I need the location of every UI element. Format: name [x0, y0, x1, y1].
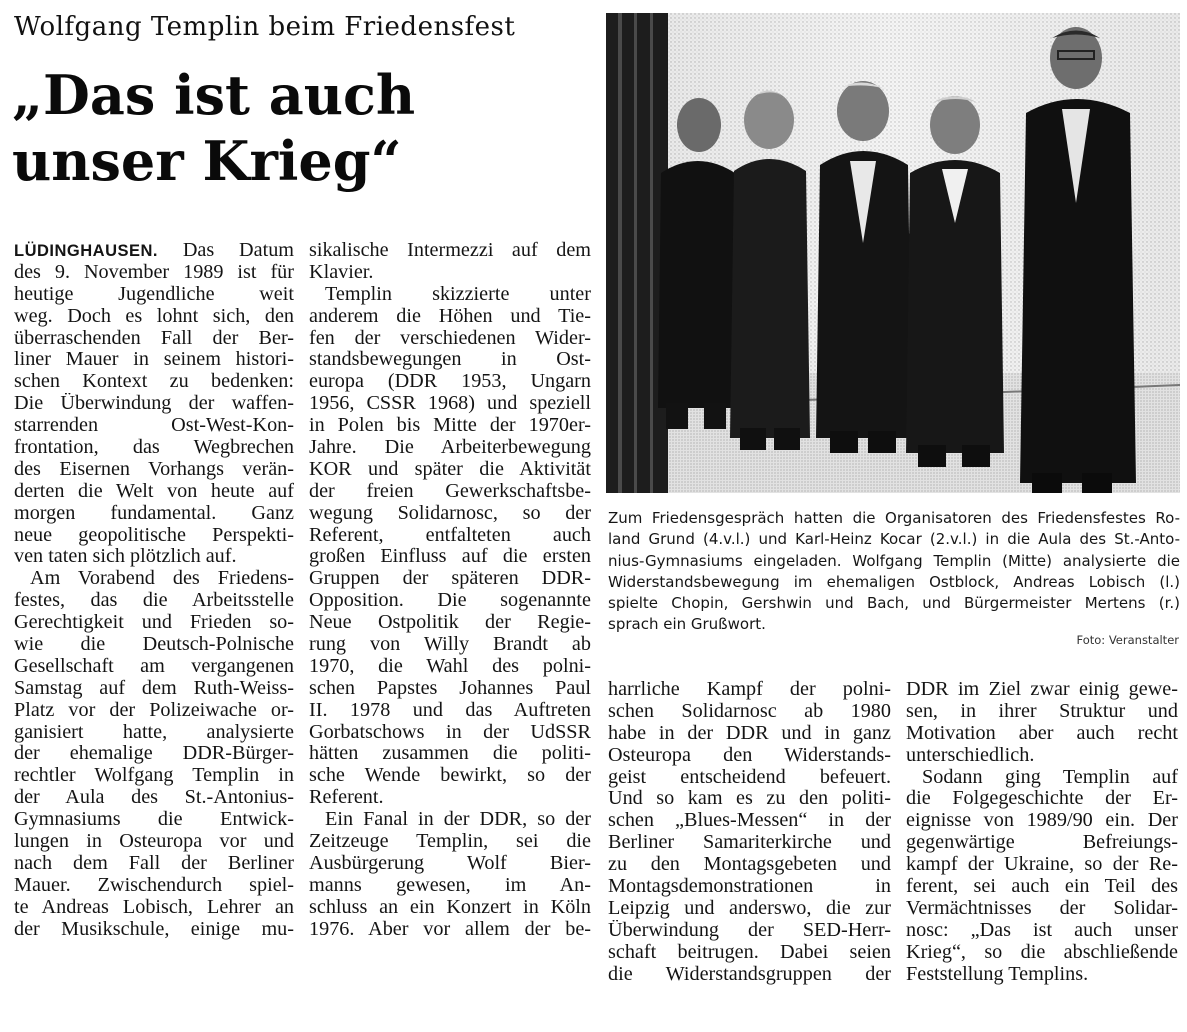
column-line: II. 1978 und das Auftreten — [309, 699, 591, 721]
column-line: starrenden Ost-West-Kon- — [14, 415, 294, 437]
column-line: Jahre. Die Arbeiterbewegung — [309, 437, 591, 459]
column-line: schen Papstes Johannes Paul — [309, 677, 591, 699]
column-line: eignisse von 1989/90 ein. Der — [906, 810, 1178, 832]
column-line: Feststellung Templins. — [906, 963, 1089, 985]
column-line: Referent, entfalteten auch — [309, 524, 591, 546]
column-line: hätten zusammen die politi- — [309, 743, 591, 765]
column-line: te Andreas Lobisch, Lehrer an — [14, 896, 294, 918]
column-line: schen „Blues-Messen“ in der — [608, 810, 891, 832]
column-line: Motivation aber auch recht — [906, 722, 1178, 744]
column-line: Die Überwindung der waffen- — [14, 393, 294, 415]
column-line: sche Wende bewirkt, so der — [309, 765, 591, 787]
column-line: weg. Doch es lohnt sich, den — [14, 305, 294, 327]
column-line: manns gewesen, im An- — [309, 874, 591, 896]
column-line: überraschenden Fall der Ber- — [14, 327, 294, 349]
column-line: Gruppen der späteren DDR- — [309, 568, 591, 590]
column-line: morgen fundamental. Ganz — [14, 502, 294, 524]
caption-line: Widerstandsbewegung im ehemaligen Ostblock, Andreas Lobisch (l.) — [608, 572, 1180, 591]
headline-line-1: „Das ist auch — [12, 63, 416, 127]
column-line: Osteuropa den Widerstands- — [608, 744, 891, 766]
column-line: wie die Deutsch-Polnische — [14, 634, 294, 656]
article-column-1 — [14, 240, 294, 941]
column-line: Montagsdemonstrationen in — [608, 876, 891, 898]
column-line: die Folgegeschichte der Er- — [906, 788, 1178, 810]
column-line: der ehemalige DDR-Bürger- — [14, 743, 294, 765]
caption-line: land Grund (4.v.l.) und Karl-Heinz Kocar (2.v.l.) in die Aula des St.-Anto- — [608, 530, 1180, 549]
column-line: Sodann ging Templin auf — [922, 766, 1178, 788]
lead-text: Das Datum — [158, 240, 294, 261]
column-line: lungen in Osteuropa vor und — [14, 831, 294, 853]
column-line: Gerechtigkeit und Frieden so- — [14, 612, 294, 634]
column-line: Gesellschaft am vergangenen — [14, 655, 294, 677]
column-line: Vermächtnisses der Solidar- — [906, 897, 1178, 919]
column-line: Templin skizzierte unter — [325, 283, 591, 305]
column-line: fen der verschiedenen Wider- — [309, 327, 591, 349]
column-line: schen Solidarnosc ab 1980 — [608, 700, 891, 722]
column-line: 1970, die Wahl des polni- — [309, 655, 591, 677]
column-line: Gorbatschows in der UdSSR — [309, 721, 591, 743]
caption-line: sprach ein Grußwort. — [608, 615, 766, 634]
column-line: sen, in ihrer Struktur und — [906, 700, 1178, 722]
column-line: Am Vorabend des Friedens- — [30, 568, 294, 590]
column-line: nach dem Fall der Berliner — [14, 852, 294, 874]
column-line: zu den Montagsgebeten und — [608, 854, 891, 876]
column-line: ferent, sei auch ein Teil des — [906, 876, 1178, 898]
column-line: geist entscheidend befeuert. — [608, 766, 891, 788]
column-line: DDR im Ziel zwar einig gewe- — [906, 679, 1178, 700]
column-line: Opposition. Die sogenannte — [309, 590, 591, 612]
column-line: ganisiert hatte, analysierte — [14, 721, 294, 743]
column-line: Platz vor der Polizeiwache or- — [14, 699, 294, 721]
column-line: großen Einfluss auf die ersten — [309, 546, 591, 568]
group-photo-image — [606, 13, 1180, 493]
column-line: schen Kontext zu bedenken: — [14, 371, 294, 393]
column-line: wegung Solidarnosc, so der — [309, 502, 591, 524]
dateline: LÜDINGHAUSEN. — [14, 242, 159, 260]
photo-credit: Foto: Veranstalter — [1076, 633, 1179, 647]
column-line: 1976. Aber vor allem der be- — [309, 918, 591, 940]
column-line: KOR und später die Aktivität — [309, 458, 591, 480]
column-line: Und so kam es zu den politi- — [608, 788, 891, 810]
column-line: des 9. November 1989 ist für — [14, 261, 294, 283]
column-line: habe in der DDR und in ganz — [608, 722, 891, 744]
column-line: heutige Jugendliche weit — [14, 283, 294, 305]
column-line: Gymnasiums die Entwick- — [14, 809, 294, 831]
column-line: standsbewegungen in Ost- — [309, 349, 591, 371]
column-line: europa (DDR 1953, Ungarn — [309, 371, 591, 393]
column-line: rung von Willy Brandt ab — [309, 634, 591, 656]
column-line: die Widerstandsgruppen der — [608, 963, 891, 985]
column-line: kampf der Ukraine, so der Re- — [906, 854, 1178, 876]
column-line: Ausbürgerung Wolf Bier- — [309, 852, 591, 874]
column-line: schaft beitrugen. Dabei seien — [608, 941, 891, 963]
column-line: der freien Gewerkschaftsbe- — [309, 480, 591, 502]
column-line: sikalische Intermezzi auf dem — [309, 240, 591, 261]
column-line: liner Mauer in seinem histori- — [14, 349, 294, 371]
article-headline — [12, 62, 602, 194]
column-line: Zeitzeuge Templin, sei die — [309, 831, 591, 853]
column-line: anderem die Höhen und Tie- — [309, 305, 591, 327]
column-line: Leipzig und anderswo, die zur — [608, 897, 891, 919]
article-photo — [606, 13, 1180, 493]
caption-line: spielte Chopin, Gershwin und Bach, und Bürgermeister Mertens (r.) — [608, 594, 1180, 613]
column-line: Berliner Samariterkirche und — [608, 832, 891, 854]
column-line: des Eisernen Vorhangs verän- — [14, 458, 294, 480]
column-line: frontation, das Wegbrechen — [14, 437, 294, 459]
column-line: Überwindung der SED-Herr- — [608, 919, 891, 941]
photo-caption — [608, 508, 1180, 636]
column-line: gegenwärtige Befreiungs- — [906, 832, 1178, 854]
article-kicker: Wolfgang Templin beim Friedensfest — [14, 12, 516, 42]
column-line: neue geopolitische Perspekti- — [14, 524, 294, 546]
column-line — [14, 240, 294, 262]
article-column-2 — [309, 240, 591, 941]
column-line: Mauer. Zwischendurch spiel- — [14, 874, 294, 896]
column-line: derten die Welt von heute auf — [14, 480, 294, 502]
column-line: der Aula des St.-Antonius- — [14, 787, 294, 809]
caption-line: nius-Gymnasiums eingeladen. Wolfgang Templin (Mitte) analysierte die — [608, 551, 1180, 570]
column-line: Neue Ostpolitik der Regie- — [309, 612, 591, 634]
column-line: rechtler Wolfgang Templin in — [14, 765, 294, 787]
column-line: Ein Fanal in der DDR, so der — [325, 809, 591, 831]
column-line: unterschiedlich. — [906, 744, 1035, 766]
column-line: der Musikschule, einige mu- — [14, 918, 294, 940]
column-line: festes, das die Arbeitsstelle — [14, 590, 294, 612]
column-line: Samstag auf dem Ruth-Weiss- — [14, 677, 294, 699]
column-line: 1956, CSSR 1968) und speziell — [309, 393, 591, 415]
column-line: harrliche Kampf der polni- — [608, 679, 891, 700]
article-column-4 — [906, 679, 1178, 985]
headline-line-2: unser Krieg“ — [12, 129, 402, 193]
column-line: Referent. — [309, 787, 384, 809]
article-column-3 — [608, 679, 891, 985]
column-line: ven taten sich plötzlich auf. — [14, 546, 237, 568]
column-line: in Polen bis Mitte der 1970er- — [309, 415, 591, 437]
caption-line: Zum Friedensgespräch hatten die Organisatoren des Friedensfestes Ro- — [608, 509, 1180, 527]
column-line: Krieg“, so die abschließende — [906, 941, 1178, 963]
column-line: schluss an ein Konzert in Köln — [309, 896, 591, 918]
column-line: Klavier. — [309, 261, 374, 283]
column-line: nosc: „Das ist auch unser — [906, 919, 1178, 941]
